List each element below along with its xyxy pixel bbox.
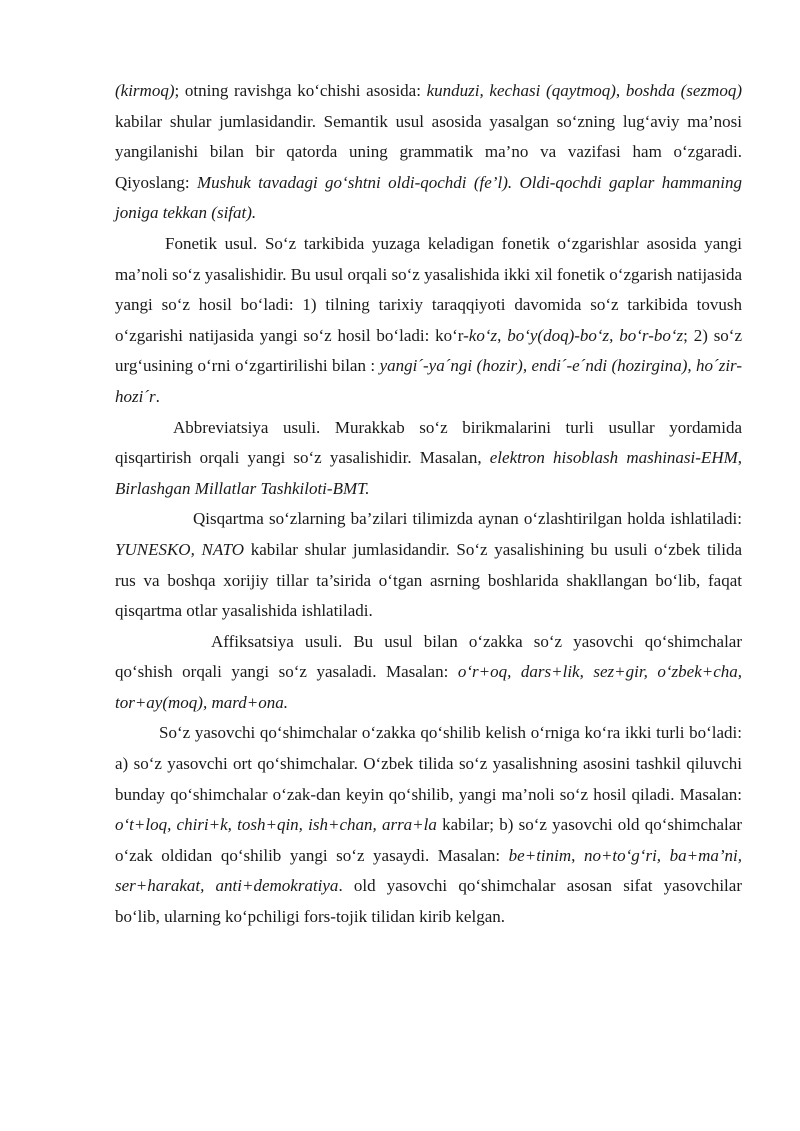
text-run: . old yasovchi qo‘shimchalar asosan sifat yasovchilar bo‘lib, ularning ko‘pchiligi fors-tojik tilidan kirib kelgan. [115, 876, 742, 927]
text-run: Qisqartma so‘zlarning ba’zilari tilimizda aynan o‘zlashtirilgan holda ishlatiladi: [193, 509, 742, 529]
text-run: ; 2) so‘z urg‘usining o‘rni o‘zgartirilishi bilan : [115, 325, 743, 376]
text-run: , [497, 325, 508, 345]
text-run: . [155, 386, 160, 406]
italic-text-run: YUNESKO, NATO [115, 539, 245, 559]
italic-text-run: boshda (sezmoq) [625, 81, 742, 100]
text-run: Fonetik usul. So‘z tarkibida yuzaga keladigan fonetik o‘zgarishlar asosida yangi ma’noli so‘z yasalishidir. Bu usul orqali so‘z yasalishida ikki xil fonetik o‘zgarish natijasida yangi so‘z hosil bo‘ladi: 1) tilning tarixiy taraqqiyoti davomida so‘z tarkibida tovush o‘zgarishi natijasida yangi so‘z hosil bo‘ladi: ko‘r- [115, 233, 742, 345]
italic-text-run: ko‘z [468, 325, 498, 345]
document-page [115, 76, 742, 933]
paragraph-fonetik-usul [115, 229, 742, 413]
paragraph-semantic-usul [115, 76, 742, 229]
text-run: So‘z yasovchi qo‘shimchalar o‘zakka qo‘shilib kelish o‘rniga ko‘ra ikki turli bo‘ladi: a) so‘z yasovchi ort qo‘shimchalar. O‘zbek tilida so‘z yasalishning asosini tashkil qiluvchi bunday qo‘shimchalar o‘zak-dan keyin qo‘shilib, yangi ma’noli so‘z hosil qiladi. Masalan: [115, 723, 742, 804]
italic-text-run: bo‘y(doq)-bo‘z, bo‘r-bo‘z [507, 325, 684, 345]
paragraph-abbreviatsiya-usuli [115, 413, 742, 505]
italic-text-run: o‘r+oq, dars+lik, sez+gir, o‘zbek+cha, tor+ay(moq), mard+ona. [115, 662, 743, 712]
italic-text-run: yangi´-ya´ngi (hozir), endi´-e´ndi (hozirgina), ho´zir-hozi´r [115, 356, 742, 406]
italic-text-run: elektron hisoblash mashinasi-EHM [489, 448, 738, 468]
text-run: ; otning ravishga ko‘chishi asosida: [174, 81, 427, 100]
text-run: Affiksatsiya usuli. Bu usul bilan o‘zakka so‘z yasovchi qo‘shimchalar qo‘shish orqali yangi so‘z yasaladi. Masalan: [115, 631, 742, 682]
text-run: kabilar; b) so‘z yasovchi old qo‘shimchalar o‘zak oldidan qo‘shilib yangi so‘z yasaydi. Masalan: [115, 815, 742, 865]
paragraph-affiksatsiya-usuli [115, 627, 742, 719]
text-run: , [615, 81, 626, 100]
italic-text-run: no+to‘g‘ri, ba+ma’ni, ser+harakat, anti+demokratiya [115, 845, 742, 896]
paragraph-qisqartma-sozlar [115, 504, 742, 626]
italic-text-run: o‘t+loq, chiri+k, tosh+qin, ish+chan, arra+la [115, 815, 437, 835]
text-run: Abbreviatsiya usuli. Murakkab so‘z birikmalarini turli usullar yordamida qisqartirish orqali yangi so‘z yasalishidir. Masalan, [115, 417, 742, 468]
text-run: , [571, 845, 584, 865]
text-run: kabilar shular jumlasidandir. So‘z yasalishining bu usuli o‘zbek tilida rus va boshqa xorijiy tillar ta’sirida o‘tgan asrning boshlarida shakllangan bo‘lib, faqat qisqartma otlar yasalishida ishlatiladi. [115, 539, 742, 621]
italic-text-run: kunduzi, kechasi (qaytmoq) [426, 81, 616, 100]
italic-text-run: (kirmoq) [115, 81, 175, 100]
italic-text-run: be+tinim [508, 845, 572, 865]
text-run: kabilar shular jumlasidandir. Semantik usul asosida yasalgan so‘zning lug‘aviy ma’nosi yangilanishi bilan bir qatorda uning grammatik ma’no va vazifasi ham o‘zgaradi. Qiyoslang: [115, 111, 742, 192]
italic-text-run: Mushuk tavadagi go‘shtni oldi-qochdi (fe’l). Oldi-qochdi gaplar hammaning joniga tekkan (sifat). [115, 172, 742, 223]
paragraph-soz-yasovchi-qoshimchalar [115, 718, 742, 932]
italic-text-run: Birlashgan Millatlar Tashkiloti-BMT. [115, 478, 370, 498]
text-run: , [737, 448, 743, 468]
